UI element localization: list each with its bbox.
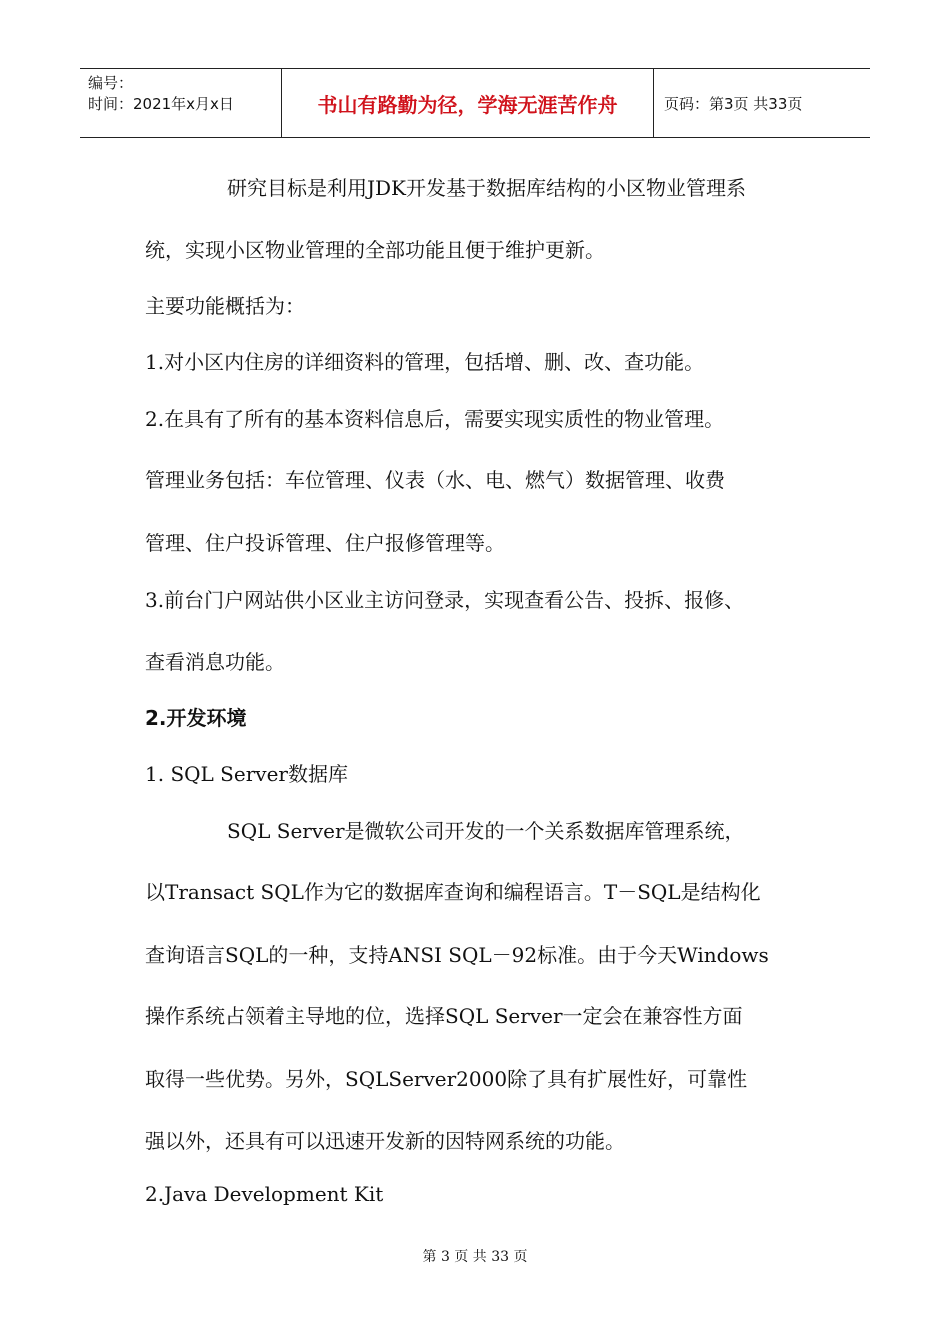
subsection-heading: 2.Java Development Kit bbox=[145, 1182, 384, 1206]
doc-number-label: 编号： bbox=[88, 74, 134, 92]
paragraph-line: SQL Server是微软公司开发的一个关系数据库管理系统， bbox=[227, 819, 745, 843]
paragraph-line: 强以外，还具有可以迅速开发新的因特网系统的功能。 bbox=[145, 1129, 625, 1153]
list-item: 3.前台门户网站供小区业主访问登录，实现查看公告、投拆、报修、 bbox=[145, 588, 745, 612]
paragraph-line: 统，实现小区物业管理的全部功能且便于维护更新。 bbox=[145, 238, 605, 262]
header-motto: 书山有路勤为径，学海无涯苦作舟 bbox=[282, 69, 654, 137]
header-page-info: 页码：第3页 共33页 bbox=[664, 94, 803, 113]
doc-time-label: 时间：2021年x月x日 bbox=[88, 95, 234, 113]
paragraph-line: 操作系统占领着主导地的位，选择SQL Server一定会在兼容性方面 bbox=[145, 1004, 743, 1028]
paragraph-line: 主要功能概括为： bbox=[145, 294, 305, 318]
paragraph-line: 取得一些优势。另外，SQLServer2000除了具有扩展性好，可靠性 bbox=[145, 1067, 748, 1091]
paragraph-line: 以Transact SQL作为它的数据库查询和编程语言。T－SQL是结构化 bbox=[145, 880, 761, 904]
page-header bbox=[80, 68, 870, 138]
paragraph-line: 管理、住户投诉管理、住户报修管理等。 bbox=[145, 531, 505, 555]
paragraph-line: 管理业务包括：车位管理、仪表（水、电、燃气）数据管理、收费 bbox=[145, 468, 725, 492]
paragraph-line: 查询语言SQL的一种，支持ANSI SQL－92标准。由于今天Windows bbox=[145, 943, 769, 967]
list-item: 2.在具有了所有的基本资料信息后，需要实现实质性的物业管理。 bbox=[145, 407, 725, 431]
header-info-cell bbox=[80, 69, 282, 137]
paragraph-line: 查看消息功能。 bbox=[145, 650, 285, 674]
subsection-heading: 1. SQL Server数据库 bbox=[145, 762, 348, 786]
section-heading: 2.开发环境 bbox=[145, 706, 247, 730]
page-footer: 第 3 页 共 33 页 bbox=[422, 1249, 528, 1265]
list-item: 1.对小区内住房的详细资料的管理，包括增、删、改、查功能。 bbox=[145, 350, 705, 374]
paragraph-line: 研究目标是利用JDK开发基于数据库结构的小区物业管理系 bbox=[227, 176, 746, 200]
